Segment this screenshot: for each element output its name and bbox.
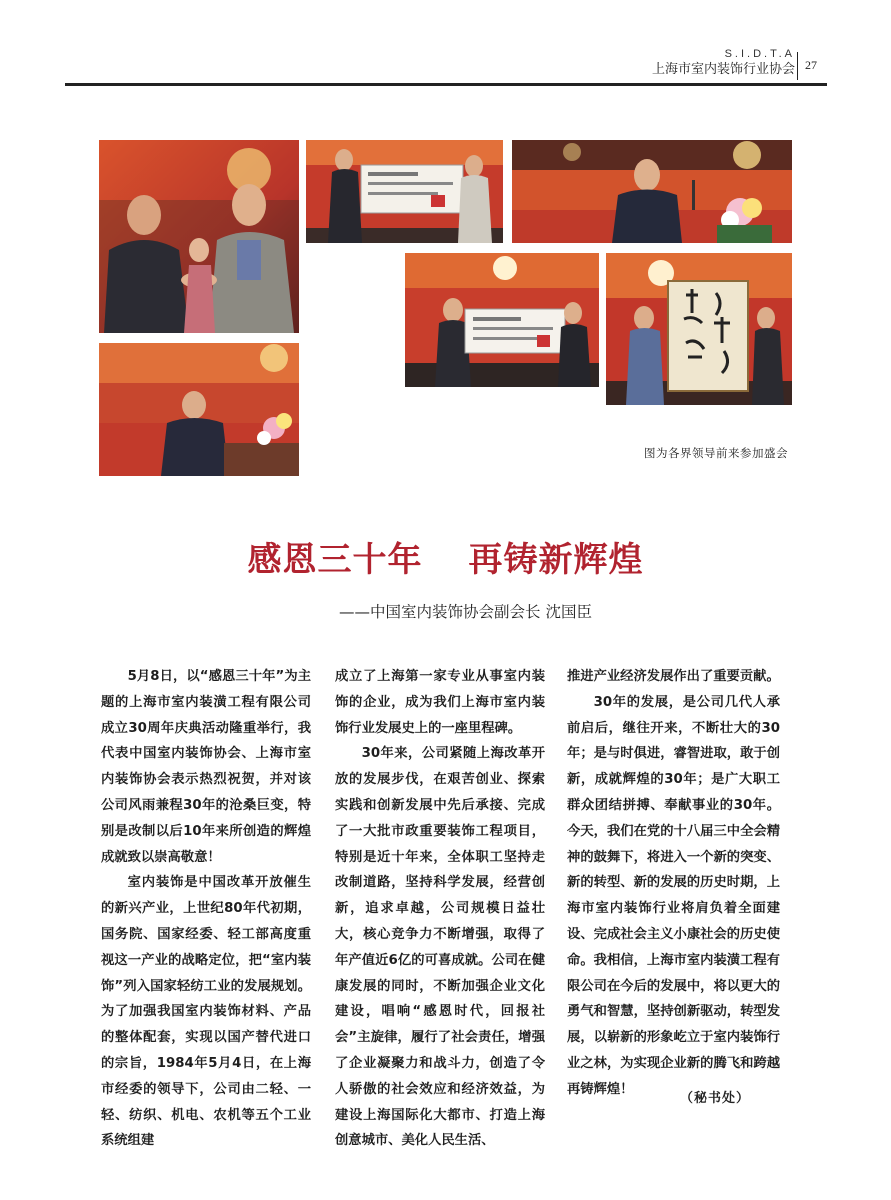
header-rule (65, 83, 827, 86)
photo-calligraphy (606, 253, 792, 405)
paragraph: 30年的发展，是公司几代人承前启后，继往开来，不断壮大的30年；是与时俱进，睿智进取，敢于创新，成就辉煌的30年；是广大职工群众团结拼搏、奉献事业的30年。今天，我们在党的十八届三中全会精神的鼓舞下，将进入一个新的突变、新的转型、新的发展的历史时期，上海市室内装饰行业将肩负着全面建设、完成社会主义小康社会的历史使命。我相信，上海市室内装潢工程有限公司在今后的发展中，将以更大的勇气和智慧，坚持创新驱动，转型发展，以崭新的形象屹立于室内装饰行业之林，为实现企业新的腾飞和跨越再铸辉煌！ (567, 694, 780, 1097)
page-header (0, 0, 891, 90)
page-number: 27 (805, 58, 817, 72)
photo-handshake (99, 140, 299, 333)
header-organization (652, 48, 795, 78)
article-column-3 (567, 664, 780, 1103)
photo-cheque-2 (405, 253, 599, 387)
header-organization-name: 上海市室内装饰行业协会 (651, 62, 795, 77)
photo-caption: 图为各界领导前来参加盛会 (644, 446, 788, 460)
header-separator (797, 52, 798, 80)
paragraph: 30年来，公司紧随上海改革开放的发展步伐，在艰苦创业、探索实践和创新发展中先后承接、完成了一大批市政重要装饰工程项目，特别是近十年来，全体职工坚持走改制道路，坚持科学发展，经营创新，追求卓越，公司规模日益壮大，核心竞争力不断增强，取得了年产值近6亿的可喜成就。公司在健康发展的同时，不断加强企业文化建设，唱响“感恩时代，回报社会”主旋律，履行了社会责任，增强了企业凝聚力和战斗力，创造了令人骄傲的社会效应和经济效益，为建设上海国际化大都市、打造上海创意城市、美化人民生活、 (335, 746, 545, 1149)
photo-speaker-1 (512, 140, 792, 243)
photo-cheque-1 (306, 140, 503, 243)
paragraph: 成立了上海第一家专业从事室内装饰的企业，成为我们上海市室内装饰行业发展史上的一座里程碑。 (335, 669, 545, 736)
article-column-2 (335, 664, 545, 1154)
article-column-1 (101, 664, 311, 1154)
paragraph: 5月8日，以“感恩三十年”为主题的上海市室内装潢工程有限公司成立30周年庆典活动隆重举行，我代表中国室内装饰协会、上海市室内装饰协会表示热烈祝贺，并对该公司风雨兼程30年的沧桑巨变，特别是改制以后10年来所创造的辉煌成就致以崇高敬意！ (101, 669, 311, 865)
header-abbreviation: S.I.D.T.A (724, 48, 795, 60)
article-signoff: （秘书处） (680, 1091, 751, 1106)
article-byline: ——中国室内装饰协会副会长 沈国臣 (339, 603, 592, 621)
article-title-part1: 感恩三十年 (247, 540, 423, 580)
paragraph: 室内装饰是中国改革开放催生的新兴产业，上世纪80年代初期，国务院、国家经委、轻工部高度重视这一产业的战略定位，把“室内装饰”列入国家轻纺工业的发展规划。为了加强我国室内装饰材料、产品的整体配套，实现以国产替代进口的宗旨，1984年5月4日，在上海市经委的领导下，公司由二轻、一轻、纺织、机电、农机等五个工业系统组建 (101, 875, 311, 1149)
paragraph: 推进产业经济发展作出了重要贡献。 (567, 669, 780, 684)
article-title-part2: 再铸新辉煌 (468, 540, 644, 580)
photo-speaker-2 (99, 343, 299, 476)
article-title (0, 532, 891, 581)
